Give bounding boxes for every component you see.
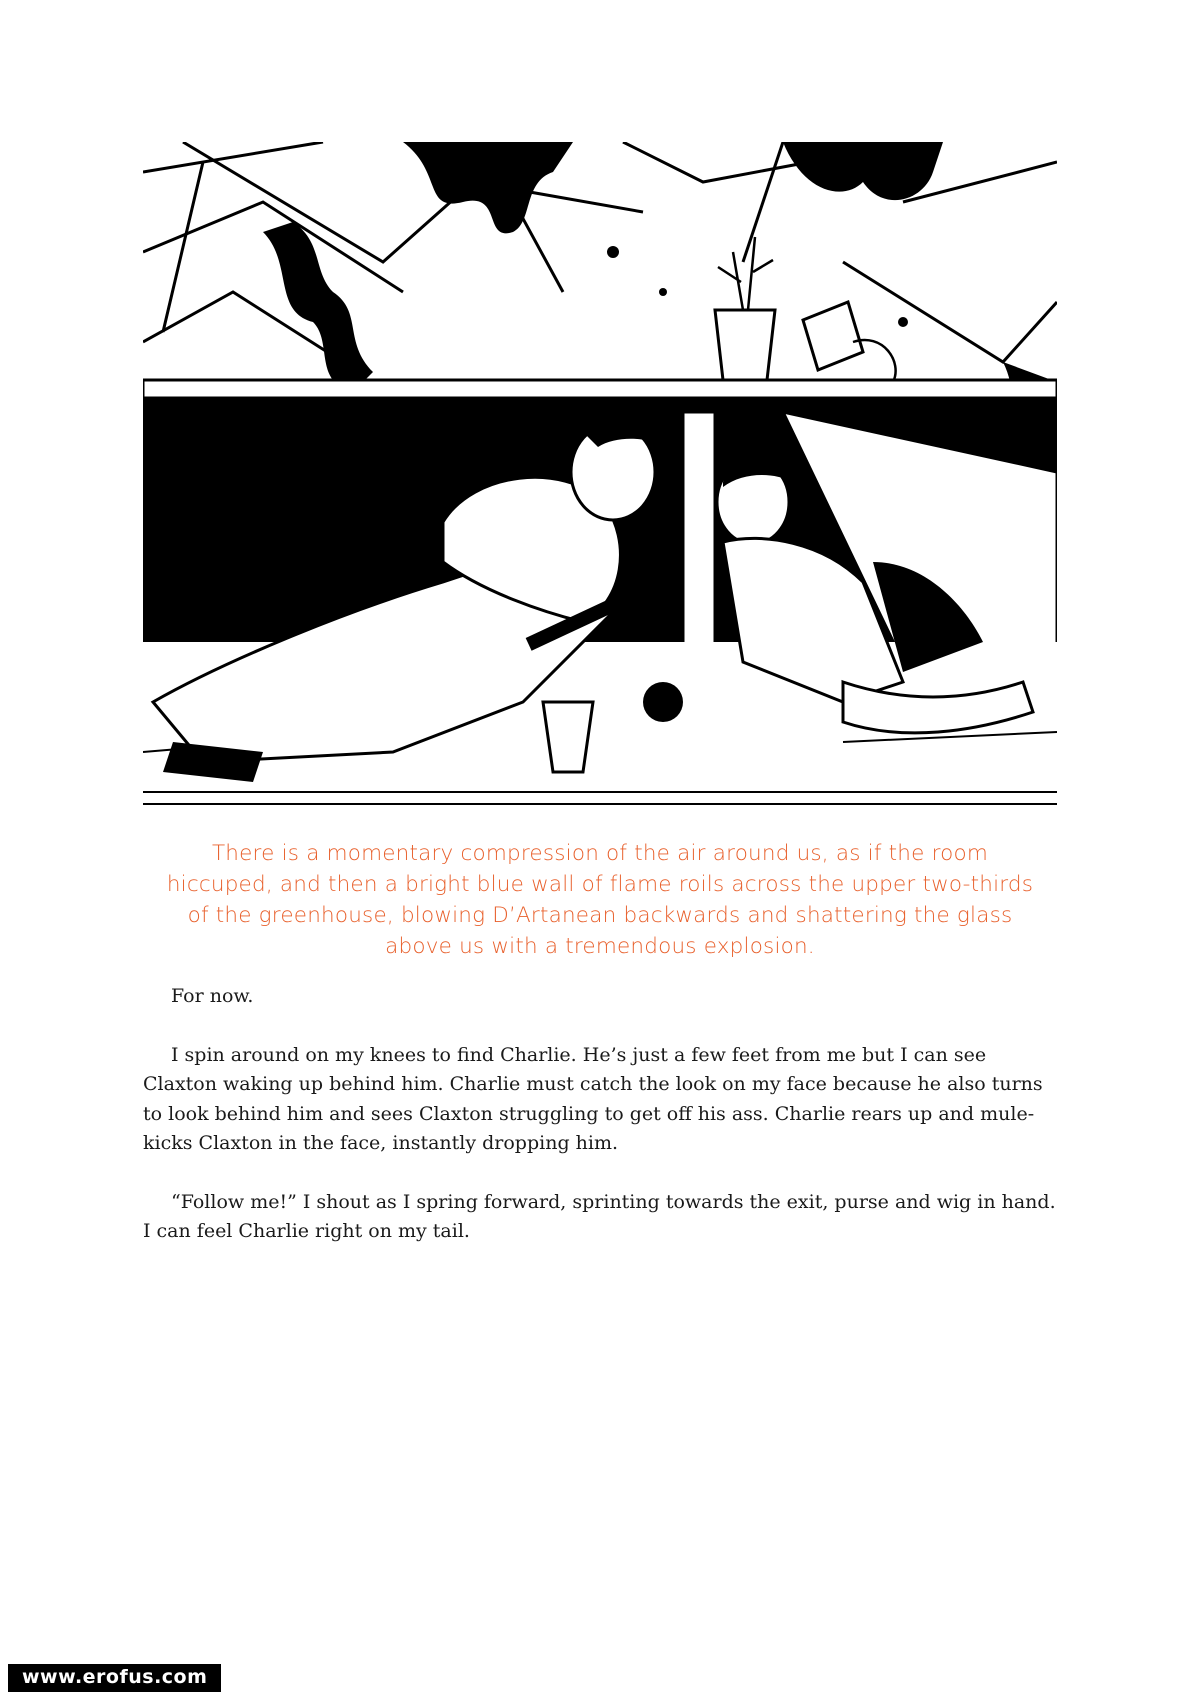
site-watermark: www.erofus.com	[8, 1664, 221, 1692]
paragraph: I spin around on my knees to find Charlie. He’s just a few feet from me but I can see Claxton waking up behind him. Charlie must catch the look on my face because he also turns to look behind him and sees Claxton struggling to get off his ass. Charlie rears up and mule-kicks Claxton in the face, instantly dropping him.	[143, 1043, 1043, 1154]
paragraph: For now.	[171, 985, 254, 1007]
illustration-caption: There is a momentary compression of the air around us, as if the room hiccuped, and then a bright blue wall of flame roils across the upper two-thirds of the greenhouse, blowing D’Artanean backwards and shattering the glass above us with a tremendous explosion.	[166, 841, 1034, 959]
comic-illustration	[143, 142, 1057, 810]
paragraph: “Follow me!” I shout as I spring forward, sprinting towards the exit, purse and wig in hand. I can feel Charlie right on my tail.	[143, 1190, 1056, 1242]
story-text	[143, 982, 1057, 1276]
ink-drawing	[143, 142, 1057, 810]
